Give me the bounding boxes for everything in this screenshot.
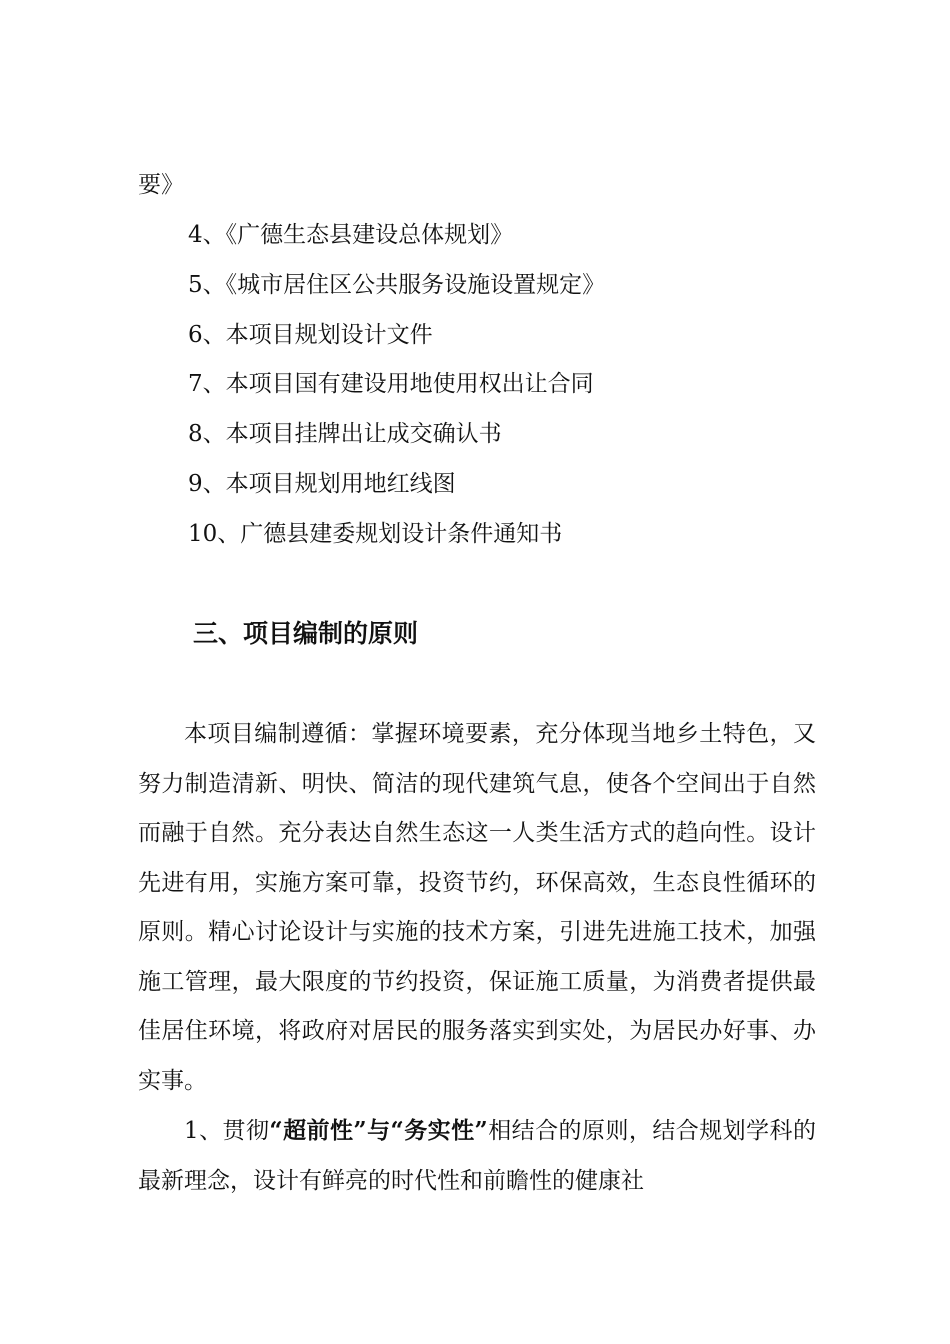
emphasis-practical: “务实性” bbox=[390, 1117, 488, 1144]
reference-item-7: 7、本项目国有建设用地使用权出让合同 bbox=[188, 371, 594, 397]
continuation-text: 要》 bbox=[138, 172, 184, 198]
principles-paragraph: 本项目编制遵循：掌握环境要素，充分体现当地乡土特色，又努力制造清新、明快、简洁的现代建筑气息，使各个空间出于自然而融于自然。充分表达自然生态这一人类生活方式的趋向性。设计先进有用，实施方案可靠，投资节约，环保高效，生态良性循环的原则。精心讨论设计与实施的技术方案，引进先进施工技术，加强施工管理，最大限度的节约投资，保证施工质量，为消费者提供最佳居住环境，将政府对居民的服务落实到实处，为居民办好事、办实事。 bbox=[138, 721, 816, 1094]
section-heading: 三、项目编制的原则 bbox=[193, 619, 419, 648]
reference-item-8: 8、本项目挂牌出让成交确认书 bbox=[188, 421, 502, 447]
reference-item-9: 9、本项目规划用地红线图 bbox=[188, 471, 456, 497]
principle-suffix: 相结合的原则，结合规划学科的最新理念，设计有鲜亮的时代性和前瞻性的健康社 bbox=[138, 1118, 816, 1194]
reference-item-10: 10、广德县建委规划设计条件通知书 bbox=[188, 521, 563, 547]
principle-item-1 bbox=[138, 1106, 816, 1206]
reference-item-5: 5、《城市居住区公共服务设施设置规定》 bbox=[188, 272, 606, 298]
reference-item-4: 4、《广德生态县建设总体规划》 bbox=[188, 222, 514, 248]
emphasis-forward-looking: “超前性” bbox=[269, 1117, 367, 1144]
reference-item-6: 6、本项目规划设计文件 bbox=[188, 322, 433, 348]
principle-prefix: 1、贯彻 bbox=[184, 1118, 270, 1144]
emphasis-connector: 与 bbox=[366, 1117, 391, 1144]
